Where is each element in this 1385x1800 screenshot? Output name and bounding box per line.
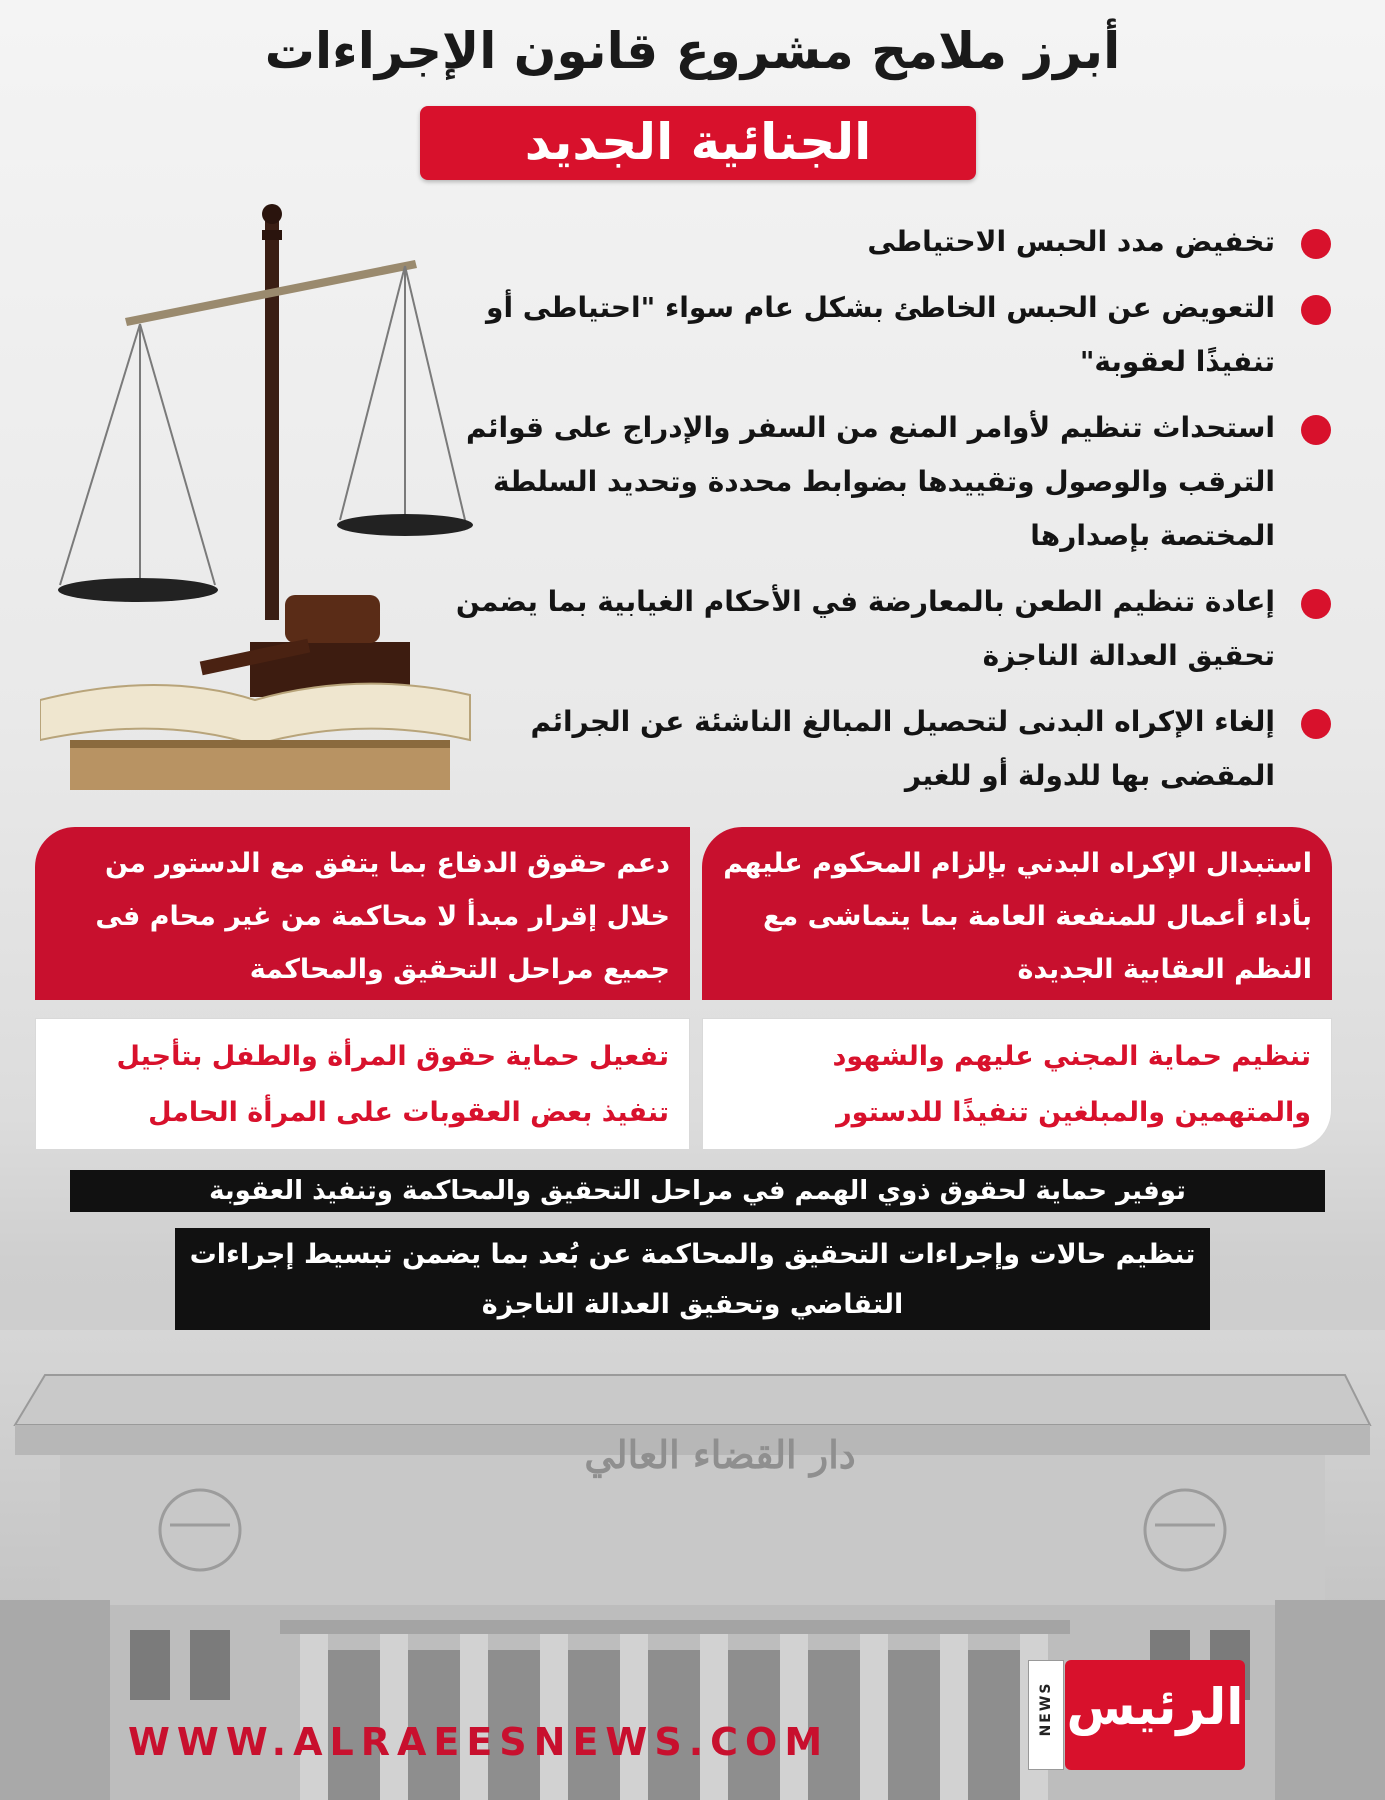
list-item: إعادة تنظيم الطعن بالمعارضة في الأحكام الغيابية بما يضمن تحقيق العدالة الناجزة [437, 575, 1337, 683]
red-dot-icon [1301, 295, 1331, 325]
red-dot-icon [1301, 229, 1331, 259]
news-tag-label: NEWS [1038, 1681, 1054, 1737]
page-subtitle-badge: الجنائية الجديد [420, 106, 976, 180]
red-dot-icon [1301, 709, 1331, 739]
scale-pan-left [58, 578, 218, 602]
panel-bottom-right: تنظيم حماية المجني عليهم والشهود والمتهمين والمبلغين تنفيذًا للدستور [702, 1018, 1332, 1150]
panel-bottom-left: تفعيل حماية حقوق المرأة والطفل بتأجيل تنفيذ بعض العقوبات على المرأة الحامل [35, 1018, 690, 1150]
news-tag [1028, 1660, 1064, 1770]
black-bar-disabilities: توفير حماية لحقوق ذوي الهمم في مراحل التحقيق والمحاكمة وتنفيذ العقوبة [70, 1170, 1325, 1212]
list-item: تخفيض مدد الحبس الاحتياطى [437, 215, 1337, 269]
panel-top-right: استبدال الإكراه البدني بإلزام المحكوم عليهم بأداء أعمال للمنفعة العامة بما يتماشى مع النظم العقابية الجديدة [702, 827, 1332, 1000]
features-bullet-list [437, 215, 1337, 815]
red-dot-icon [1301, 589, 1331, 619]
page-title: أبرز ملامح مشروع قانون الإجراءات [264, 22, 1121, 80]
website-url[interactable]: WWW.ALRAEESNEWS.COM [128, 1720, 830, 1764]
scale-pillar [265, 220, 279, 620]
red-dot-icon [1301, 415, 1331, 445]
black-bar-remote-trials: تنظيم حالات وإجراءات التحقيق والمحاكمة عن بُعد بما يضمن تبسيط إجراءات التقاضي وتحقيق العدالة الناجزة [175, 1228, 1210, 1334]
list-item: استحداث تنظيم لأوامر المنع من السفر والإدراج على قوائم الترقب والوصول وتقييدها بضوابط محددة وتحديد السلطة المختصة بإصدارها [437, 401, 1337, 563]
list-item: إلغاء الإكراه البدنى لتحصيل المبالغ الناشئة عن الجرائم المقضى بها للدولة أو للغير [437, 695, 1337, 803]
gavel-head [285, 595, 380, 643]
building-inscription: دار القضاء العالي [584, 1432, 856, 1477]
logo-text: الرئيس [1066, 1678, 1244, 1736]
alraees-logo[interactable] [1065, 1660, 1245, 1770]
list-item: التعويض عن الحبس الخاطئ بشكل عام سواء "احتياطى أو تنفيذًا لعقوبة" [437, 281, 1337, 389]
panel-top-left: دعم حقوق الدفاع بما يتفق مع الدستور من خلال إقرار مبدأ لا محاكمة من غير محام فى جميع مراحل التحقيق والمحاكمة [35, 827, 690, 1000]
